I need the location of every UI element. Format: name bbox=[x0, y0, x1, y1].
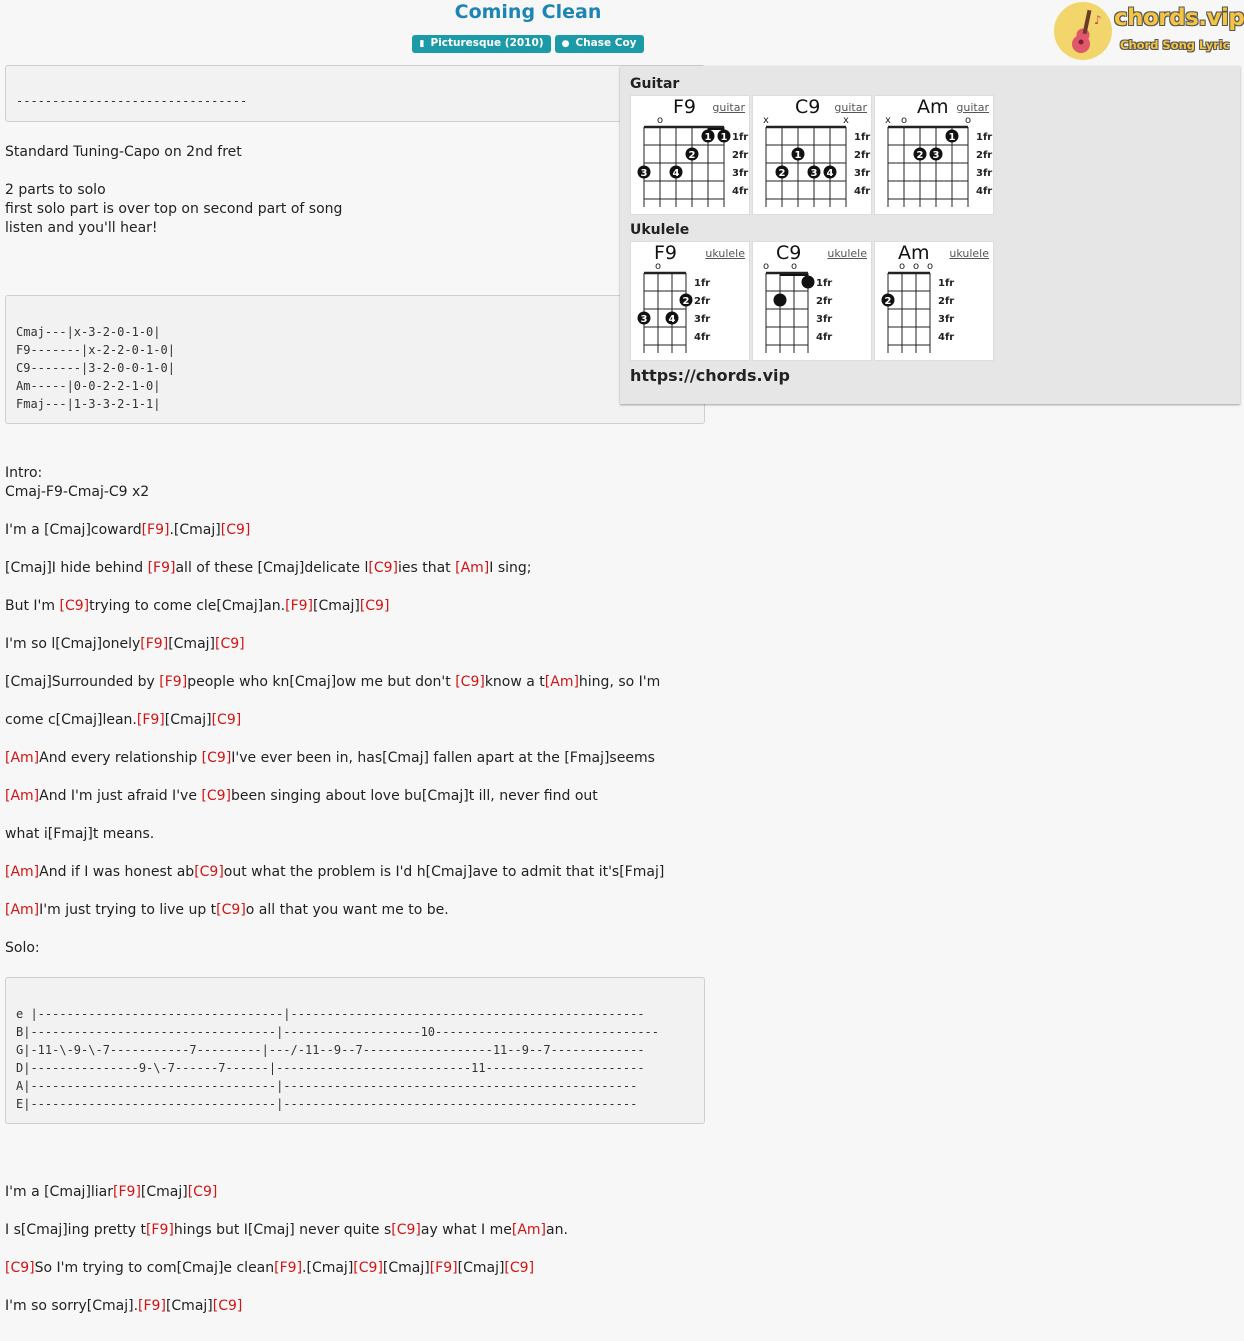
instrument-link[interactable]: ukulele bbox=[705, 247, 745, 260]
note-line: first solo part is over top on second part of song bbox=[5, 201, 343, 217]
finger-dot bbox=[930, 148, 943, 162]
chord-link[interactable]: [F9] bbox=[285, 598, 313, 614]
chord-def-line: F9-------|x-2-2-0-1-0| bbox=[16, 343, 175, 357]
chord-name: C9 bbox=[776, 242, 802, 264]
book-icon: ▮ bbox=[419, 39, 425, 49]
chord-diagram-card[interactable] bbox=[630, 241, 750, 361]
artist-badge[interactable] bbox=[555, 35, 644, 53]
fret-label: 2fr bbox=[694, 296, 711, 307]
instrument-link[interactable]: ukulele bbox=[827, 247, 867, 260]
fret-label: 2fr bbox=[854, 150, 871, 161]
lyric-text: trying to come cle[Cmaj]an. bbox=[89, 598, 286, 614]
lyric-line bbox=[5, 559, 532, 578]
chord-diagram-card[interactable] bbox=[630, 95, 750, 215]
svg-text:2: 2 bbox=[682, 296, 690, 307]
lyric-text: people who kn[Cmaj]ow me but don't bbox=[187, 674, 456, 690]
fret-label: 3fr bbox=[976, 168, 993, 179]
chord-link[interactable]: [C9] bbox=[391, 1222, 421, 1238]
finger-dot bbox=[702, 130, 715, 144]
fret-label: 4fr bbox=[694, 332, 711, 343]
user-icon: ● bbox=[561, 39, 570, 49]
chord-def-line: Cmaj---|x-3-2-0-1-0| bbox=[16, 325, 161, 339]
finger-dot bbox=[638, 312, 651, 326]
lyric-text: [Cmaj] bbox=[168, 636, 215, 652]
lyric-line bbox=[5, 1297, 242, 1316]
chord-definition-block bbox=[5, 295, 705, 424]
fret-label: 1fr bbox=[938, 278, 955, 289]
finger-dot bbox=[670, 166, 683, 180]
svg-text:3: 3 bbox=[640, 168, 648, 179]
lyric-text: .[Cmaj] bbox=[169, 522, 221, 538]
lyric-line bbox=[5, 673, 660, 692]
chord-link[interactable]: [F9] bbox=[429, 1260, 458, 1276]
lyric-line bbox=[5, 901, 449, 920]
chord-link[interactable]: [C9] bbox=[212, 1298, 243, 1314]
chord-diagram-card[interactable] bbox=[752, 95, 872, 215]
lyric-text: come c[Cmaj]lean. bbox=[5, 712, 137, 728]
instrument-link[interactable]: ukulele bbox=[949, 247, 989, 260]
artist-badge-label: Chase Coy bbox=[575, 37, 637, 49]
chord-link[interactable]: [C9] bbox=[187, 1184, 218, 1200]
lyric-line bbox=[5, 1183, 217, 1202]
dash-block bbox=[5, 65, 705, 122]
finger-dot bbox=[680, 294, 693, 308]
chord-diagram-panel bbox=[620, 66, 1240, 404]
lyric-text: But I'm bbox=[5, 598, 60, 614]
instrument-link[interactable]: guitar bbox=[834, 101, 867, 114]
tab-line: A|----------------------------------|------------------------------------------------- bbox=[16, 1079, 638, 1093]
tab-line: D|---------------9-\-7------7------|---------------------------11---------------------- bbox=[16, 1061, 645, 1075]
chord-diagram bbox=[875, 242, 995, 362]
finger-dot bbox=[774, 294, 787, 307]
lyric-line bbox=[5, 597, 389, 616]
lyric-line bbox=[5, 749, 655, 768]
lyric-text: And every relationship bbox=[39, 750, 202, 766]
muted-string-marker: x bbox=[763, 115, 769, 126]
chord-name: F9 bbox=[673, 96, 697, 118]
fret-label: 1fr bbox=[816, 278, 833, 289]
chord-diagram-card[interactable] bbox=[874, 241, 994, 361]
lyric-line bbox=[5, 711, 241, 730]
chord-link[interactable]: [C9] bbox=[216, 902, 246, 918]
fret-label: 2fr bbox=[732, 150, 749, 161]
fret-label: 1fr bbox=[976, 132, 993, 143]
fret-label: 2fr bbox=[938, 296, 955, 307]
lyric-text: So I'm trying to com[Cmaj]e clean bbox=[34, 1260, 275, 1276]
lyric-text: I'm a [Cmaj]coward bbox=[5, 522, 142, 538]
finger-dot bbox=[718, 130, 731, 144]
svg-text:4: 4 bbox=[826, 168, 834, 179]
solo-label: Solo: bbox=[5, 940, 40, 956]
note-line: listen and you'll hear! bbox=[5, 220, 158, 236]
chord-link[interactable]: [C9] bbox=[504, 1260, 535, 1276]
instrument-link[interactable]: guitar bbox=[956, 101, 989, 114]
chord-link[interactable]: [C9] bbox=[201, 750, 232, 766]
fret-label: 4fr bbox=[976, 186, 993, 197]
finger-dot bbox=[638, 166, 651, 180]
svg-text:4: 4 bbox=[668, 314, 676, 325]
logo-tagline: Chord Song Lyric bbox=[1120, 38, 1230, 52]
ukulele-section-title: Ukulele bbox=[630, 222, 690, 238]
note-line: Standard Tuning-Capo on 2nd fret bbox=[5, 144, 242, 160]
svg-text:2: 2 bbox=[884, 296, 892, 307]
intro-label: Intro: bbox=[5, 465, 43, 481]
chord-link[interactable]: [C9] bbox=[201, 788, 231, 804]
page-header bbox=[0, 0, 1244, 64]
chord-link[interactable]: [C9] bbox=[455, 674, 485, 690]
tab-line: E|----------------------------------|------------------------------------------------- bbox=[16, 1097, 638, 1111]
lyric-text: an. bbox=[546, 1222, 568, 1238]
tab-line: G|-11-\-9-\-7-----------7---------|---/-11--9--7------------------11--9--7------------- bbox=[16, 1043, 645, 1057]
solo-tab-block bbox=[5, 977, 705, 1124]
chord-link[interactable]: [C9] bbox=[5, 1260, 35, 1276]
lyric-text: .[Cmaj] bbox=[302, 1260, 354, 1276]
open-string-marker: o bbox=[656, 115, 664, 126]
chord-link[interactable]: [Am] bbox=[455, 560, 490, 576]
open-string-marker: o bbox=[900, 115, 908, 126]
lyric-line bbox=[5, 863, 664, 882]
finger-dot bbox=[776, 166, 789, 180]
chord-link[interactable]: [F9] bbox=[140, 636, 169, 652]
lyric-text: what i[Fmaj]t means. bbox=[5, 826, 155, 842]
fret-label: 1fr bbox=[732, 132, 749, 143]
chord-link[interactable]: [Am] bbox=[544, 674, 579, 690]
lyric-text: hing, so I'm bbox=[578, 674, 661, 690]
lyric-text: And I'm just afraid I've bbox=[39, 788, 202, 804]
finger-dot bbox=[792, 148, 805, 162]
lyric-text: [Cmaj] bbox=[313, 598, 360, 614]
finger-dot bbox=[666, 312, 679, 326]
lyric-line bbox=[5, 1221, 568, 1240]
guitar-logo-icon bbox=[1054, 2, 1112, 60]
fret-label: 4fr bbox=[732, 186, 749, 197]
muted-string-marker: x bbox=[843, 115, 849, 126]
lyric-text: [Cmaj] bbox=[164, 712, 212, 728]
lyric-text: [Cmaj] bbox=[140, 1184, 188, 1200]
chord-link[interactable]: [Am] bbox=[5, 750, 40, 766]
fret-label: 3fr bbox=[938, 314, 955, 325]
chord-link[interactable]: [F9] bbox=[145, 1222, 174, 1238]
open-string-marker: o bbox=[898, 261, 906, 272]
lyric-line bbox=[5, 825, 154, 844]
muted-string-marker: x bbox=[885, 115, 891, 126]
chord-link[interactable]: [C9] bbox=[220, 522, 251, 538]
chord-diagram-card[interactable] bbox=[874, 95, 994, 215]
chord-link[interactable]: [F9] bbox=[113, 1184, 141, 1200]
fret-label: 4fr bbox=[938, 332, 955, 343]
finger-dot bbox=[808, 166, 821, 180]
song-title: Coming Clean bbox=[454, 1, 602, 23]
open-string-marker: o bbox=[926, 261, 934, 272]
fret-label: 4fr bbox=[854, 186, 871, 197]
lyric-text: I'm so sorry[Cmaj]. bbox=[5, 1298, 139, 1314]
lyric-text: know a t bbox=[484, 674, 545, 690]
svg-text:3: 3 bbox=[932, 150, 940, 161]
chord-link[interactable]: [C9] bbox=[353, 1260, 383, 1276]
chord-name: Am bbox=[898, 242, 930, 264]
svg-text:2: 2 bbox=[916, 150, 924, 161]
chord-link[interactable]: [F9] bbox=[141, 522, 170, 538]
chord-link[interactable]: [F9] bbox=[159, 674, 188, 690]
finger-dot bbox=[882, 294, 895, 308]
chord-name: Am bbox=[917, 96, 949, 118]
lyric-text: [Cmaj] bbox=[165, 1298, 213, 1314]
open-string-marker: o bbox=[790, 261, 798, 272]
fret-label: 3fr bbox=[694, 314, 711, 325]
lyric-line bbox=[5, 787, 598, 806]
chord-link[interactable]: [F9] bbox=[147, 560, 176, 576]
lyric-line bbox=[5, 635, 245, 654]
chord-name: C9 bbox=[795, 96, 821, 118]
chord-def-line: C9-------|3-2-0-0-1-0| bbox=[16, 361, 175, 375]
lyric-text: And if I was honest ab bbox=[39, 864, 195, 880]
chord-link[interactable]: [C9] bbox=[211, 712, 242, 728]
tab-line: B|----------------------------------|-------------------10------------------------------- bbox=[16, 1025, 659, 1039]
fret-label: 2fr bbox=[976, 150, 993, 161]
dash-line: -------------------------------- bbox=[16, 94, 248, 108]
svg-text:2: 2 bbox=[778, 168, 786, 179]
svg-text:4: 4 bbox=[672, 168, 680, 179]
site-url[interactable]: https://chords.vip bbox=[630, 366, 790, 385]
album-badge[interactable] bbox=[412, 35, 550, 53]
site-logo[interactable] bbox=[1054, 2, 1244, 62]
chord-link[interactable]: [F9] bbox=[138, 1298, 166, 1314]
lyric-text: I sing; bbox=[489, 560, 532, 576]
chord-link[interactable]: [F9] bbox=[274, 1260, 303, 1276]
album-badge-label: Picturesque (2010) bbox=[430, 37, 544, 49]
lyric-text: I've ever been in, has[Cmaj] fallen apart at the [Fmaj]seems bbox=[231, 750, 655, 766]
svg-text:1: 1 bbox=[948, 132, 956, 143]
svg-text:1: 1 bbox=[794, 150, 802, 161]
note-line: 2 parts to solo bbox=[5, 182, 106, 198]
open-string-marker: o bbox=[762, 261, 770, 272]
lyric-line bbox=[5, 521, 250, 540]
chord-link[interactable]: [C9] bbox=[194, 864, 224, 880]
fret-label: 1fr bbox=[854, 132, 871, 143]
fret-label: 3fr bbox=[816, 314, 833, 325]
finger-dot bbox=[914, 148, 927, 162]
lyric-text: [Cmaj]Surrounded by bbox=[5, 674, 160, 690]
lyric-text: been singing about love bu[Cmaj]t ill, never find out bbox=[231, 788, 598, 804]
chord-link[interactable]: [Am] bbox=[5, 864, 40, 880]
tab-line: e |----------------------------------|------------------------------------------------- bbox=[16, 1007, 645, 1021]
lyric-text: I'm just trying to live up t bbox=[39, 902, 217, 918]
lyric-text: I'm a [Cmaj]liar bbox=[5, 1184, 114, 1200]
lyric-text: all of these [Cmaj]delicate l bbox=[175, 560, 369, 576]
svg-text:1: 1 bbox=[704, 132, 712, 143]
finger-dot bbox=[686, 148, 699, 162]
chord-link[interactable]: [Am] bbox=[5, 902, 40, 918]
fret-label: 3fr bbox=[732, 168, 749, 179]
instrument-link[interactable]: guitar bbox=[712, 101, 745, 114]
lyric-text: [Cmaj]I hide behind bbox=[5, 560, 148, 576]
lyric-text: out what the problem is I'd h[Cmaj]ave to admit that it's[Fmaj] bbox=[223, 864, 665, 880]
lyric-line bbox=[5, 1259, 534, 1278]
chord-link[interactable]: [Am] bbox=[511, 1222, 547, 1238]
lyric-text: I'm so l[Cmaj]onely bbox=[5, 636, 141, 652]
intro-progression: Cmaj-F9-Cmaj-C9 x2 bbox=[5, 484, 150, 500]
svg-text:1: 1 bbox=[720, 132, 728, 143]
svg-text:♪: ♪ bbox=[1094, 13, 1102, 27]
lyric-text: ay what I me bbox=[420, 1222, 512, 1238]
chord-link[interactable]: [Am] bbox=[5, 788, 40, 804]
chord-link[interactable]: [C9] bbox=[59, 598, 90, 614]
lyric-text: o all that you want me to be. bbox=[245, 902, 449, 918]
lyric-text: I s[Cmaj]ing pretty t bbox=[5, 1222, 146, 1238]
finger-dot bbox=[824, 166, 837, 180]
chord-def-line: Am-----|0-0-2-2-1-0| bbox=[16, 379, 161, 393]
chord-def-line: Fmaj---|1-3-3-2-1-1| bbox=[16, 397, 161, 411]
open-string-marker: o bbox=[964, 115, 972, 126]
fret-label: 3fr bbox=[854, 168, 871, 179]
open-string-marker: o bbox=[654, 261, 662, 272]
open-string-marker: o bbox=[912, 261, 920, 272]
chord-link[interactable]: [C9] bbox=[368, 560, 398, 576]
svg-text:3: 3 bbox=[640, 314, 648, 325]
lyric-text: ies that bbox=[397, 560, 456, 576]
finger-dot bbox=[946, 130, 959, 144]
lyric-text: [Cmaj] bbox=[457, 1260, 505, 1276]
svg-text:3: 3 bbox=[810, 168, 818, 179]
badge-row bbox=[0, 35, 1056, 53]
fret-label: 4fr bbox=[816, 332, 833, 343]
chord-name: F9 bbox=[654, 242, 678, 264]
lyric-text: [Cmaj] bbox=[382, 1260, 430, 1276]
chord-diagram-card[interactable] bbox=[752, 241, 872, 361]
chord-diagram bbox=[753, 242, 873, 362]
fret-label: 2fr bbox=[816, 296, 833, 307]
chord-link[interactable]: [C9] bbox=[359, 598, 390, 614]
lyric-text: hings but I[Cmaj] never quite s bbox=[173, 1222, 392, 1238]
svg-text:2: 2 bbox=[688, 150, 696, 161]
fret-label: 1fr bbox=[694, 278, 711, 289]
guitar-section-title: Guitar bbox=[630, 76, 680, 92]
chord-diagram bbox=[631, 242, 751, 362]
chord-link[interactable]: [F9] bbox=[136, 712, 165, 728]
finger-dot bbox=[802, 276, 815, 289]
logo-name: chords.vip bbox=[1114, 5, 1244, 31]
chord-link[interactable]: [C9] bbox=[215, 636, 245, 652]
